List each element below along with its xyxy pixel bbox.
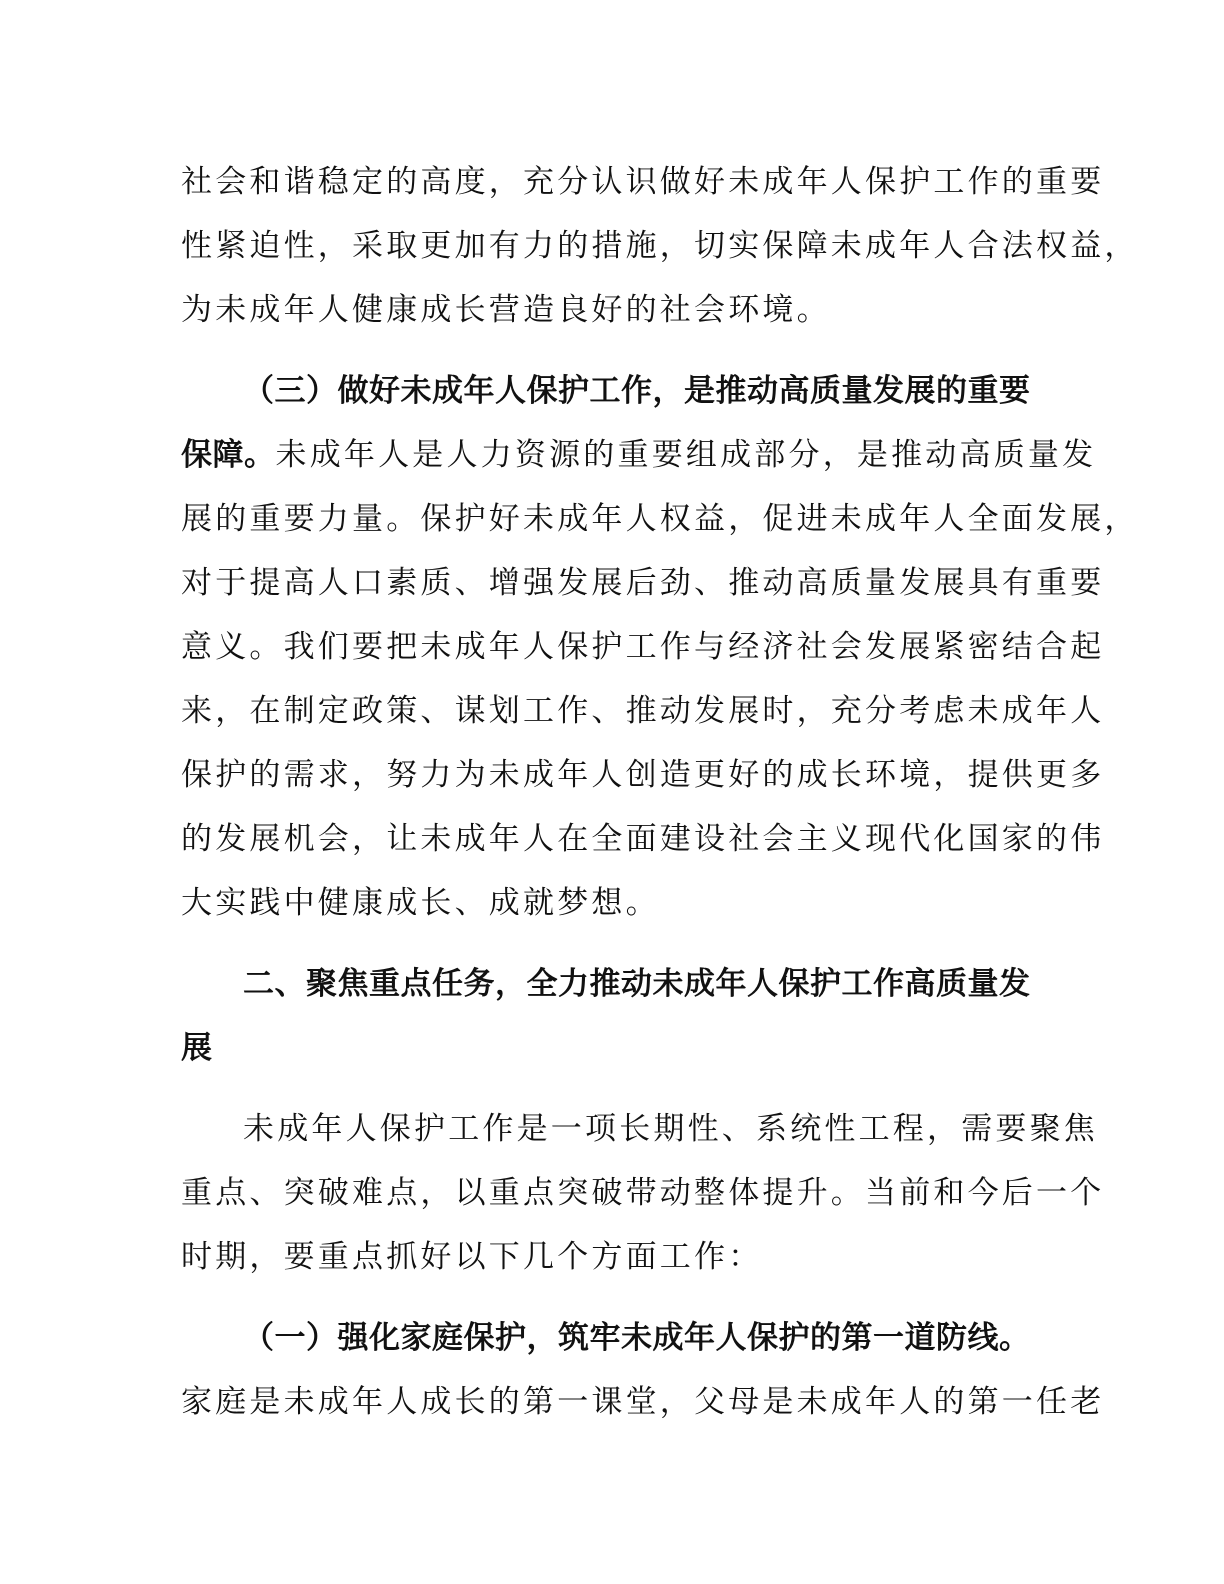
paragraph-line: 大实践中健康成长、成就梦想。 (181, 885, 660, 921)
subsection-heading: （一）强化家庭保护，筑牢未成年人保护的第一道防线。 (243, 1320, 1031, 1356)
paragraph-line: 意义。我们要把未成年人保护工作与经济社会发展紧密结合起 (181, 629, 1105, 665)
paragraph-line: 重点、突破难点，以重点突破带动整体提升。当前和今后一个 (181, 1175, 1105, 1211)
paragraph-line: 家庭是未成年人成长的第一课堂，父母是未成年人的第一任老 (181, 1384, 1105, 1420)
paragraph-line: 时期，要重点抓好以下几个方面工作： (181, 1239, 763, 1275)
paragraph-line: 的发展机会，让未成年人在全面建设社会主义现代化国家的伟 (181, 821, 1105, 857)
paragraph-line: 性紧迫性，采取更加有力的措施，切实保障未成年人合法权益， (181, 228, 1139, 264)
paragraph-line: 展的重要力量。保护好未成年人权益，促进未成年人全面发展， (181, 501, 1139, 537)
paragraph-line: 保护的需求，努力为未成年人创造更好的成长环境，提供更多 (181, 757, 1105, 793)
section-heading: 二、聚焦重点任务，全力推动未成年人保护工作高质量发 (243, 966, 1031, 1002)
paragraph-line: 为未成年人健康成长营造良好的社会环境。 (181, 292, 831, 328)
paragraph-line: 未成年人保护工作是一项长期性、系统性工程，需要聚焦 (243, 1111, 1098, 1147)
paragraph-line: 社会和谐稳定的高度，充分认识做好未成年人保护工作的重要 (181, 164, 1105, 200)
paragraph-line: 来，在制定政策、谋划工作、推动发展时，充分考虑未成年人 (181, 693, 1105, 729)
paragraph-text: 未成年人是人力资源的重要组成部分，是推动高质量发 (275, 437, 1097, 473)
paragraph-line: 对于提高人口素质、增强发展后劲、推动高质量发展具有重要 (181, 565, 1105, 601)
paragraph-line (181, 435, 1096, 475)
subsection-heading: （三）做好未成年人保护工作，是推动高质量发展的重要 (243, 373, 1031, 409)
section-heading-continuation: 展 (181, 1030, 213, 1066)
subsection-heading-end: 保障。 (181, 437, 276, 473)
